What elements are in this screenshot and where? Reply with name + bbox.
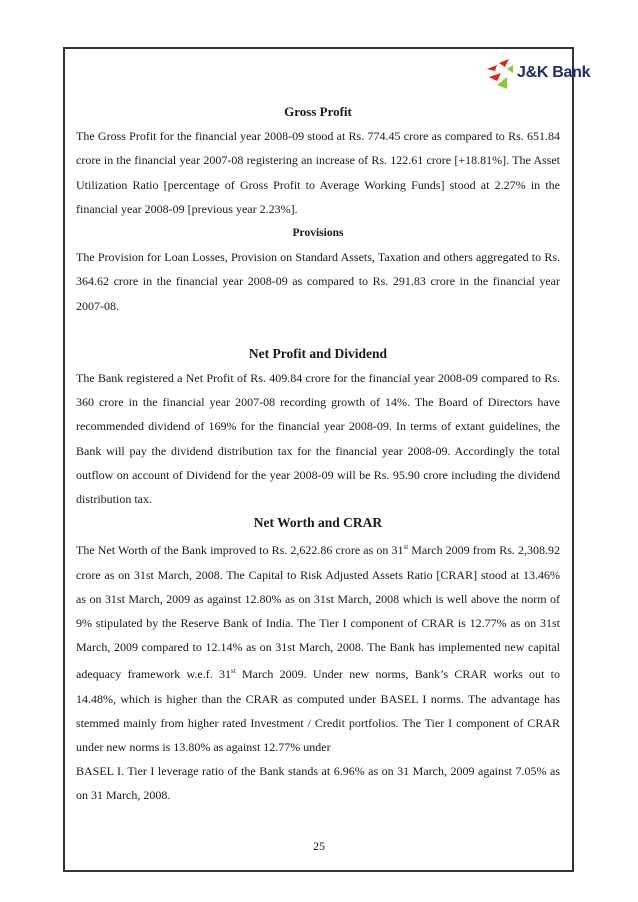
page-number: 25 [313, 839, 325, 853]
heading-gross-profit: Gross Profit [284, 104, 352, 119]
paragraph-basel: BASEL I. Tier I leverage ratio of the Bank stands at 6.96% as on 31 March, 2009 against 7.05% as on 31 March, 2008. [76, 764, 560, 803]
paragraph-gross-profit: The Gross Profit for the financial year 2008-09 stood at Rs. 774.45 crore as compared to Rs. 651.84 crore in the financial year 2007-08 registering an increase of Rs. 122.61 crore [+18.81%]. The Asset Utilization Ratio [percentage of Gross Profit to Average Working Funds] stood at 2.27% in the financial year 2008-09 [previous year 2.23%]. [76, 129, 560, 216]
paragraph-net-worth [76, 535, 560, 759]
net-worth-text-2: March 2009 from Rs. 2,308.92 crore as on 31st March, 2008. The Capital to Risk Adjusted Assets Ratio [CRAR] stood at 13.46% as on 31st March, 2009 as against 12.80% as on 31st March, 2008 which is well above the norm of 9% stipulated by the Reserve Bank of India. The Tier I component of CRAR is 12.77% as on 31st March, 2009 compared to 12.14% as on 31st March, 2008. The Bank has implemented new capital adequacy framework w.e.f. 31 [76, 543, 560, 682]
heading-net-worth: Net Worth and CRAR [253, 515, 383, 531]
logo-text: J&K Bank [517, 64, 591, 81]
net-worth-text-3: March 2009. Under new norms, Bank’s CRAR works out to 14.48%, which is higher than the CRAR as computed under BASEL I norms. The advantage has stemmed mainly from higher rated Investment / Credit portfolios. The Tier I component of CRAR under new norms is 13.80% as against 12.77% under [76, 667, 560, 755]
heading-provisions: Provisions [292, 227, 344, 240]
heading-net-profit: Net Profit and Dividend [248, 345, 388, 361]
superscript-st: st [403, 543, 409, 552]
superscript-st: st [231, 667, 236, 676]
net-worth-text-1: The Net Worth of the Bank improved to Rs. 2,622.86 crore as on 31 [76, 543, 404, 558]
paragraph-provisions: The Provision for Loan Losses, Provision on Standard Assets, Taxation and others aggregated to Rs. 364.62 crore in the financial year 2008-09 as compared to Rs. 291.83 crore in the financial year 2007-08. [76, 250, 560, 313]
paragraph-net-profit: The Bank registered a Net Profit of Rs. 409.84 crore for the financial year 2008-09 compared to Rs. 360 crore in the financial year 2007-08 recording growth of 14%. The Board of Directors have recommended dividend of 169% for the financial year 2008-09. In terms of extant guidelines, the Bank will pay the dividend distribution tax for the financial year 2008-09. Accordingly the total outflow on account of Dividend for the year 2008-09 will be Rs. 95.90 crore including the dividend distribution tax. [76, 371, 560, 507]
document-body [76, 100, 560, 808]
